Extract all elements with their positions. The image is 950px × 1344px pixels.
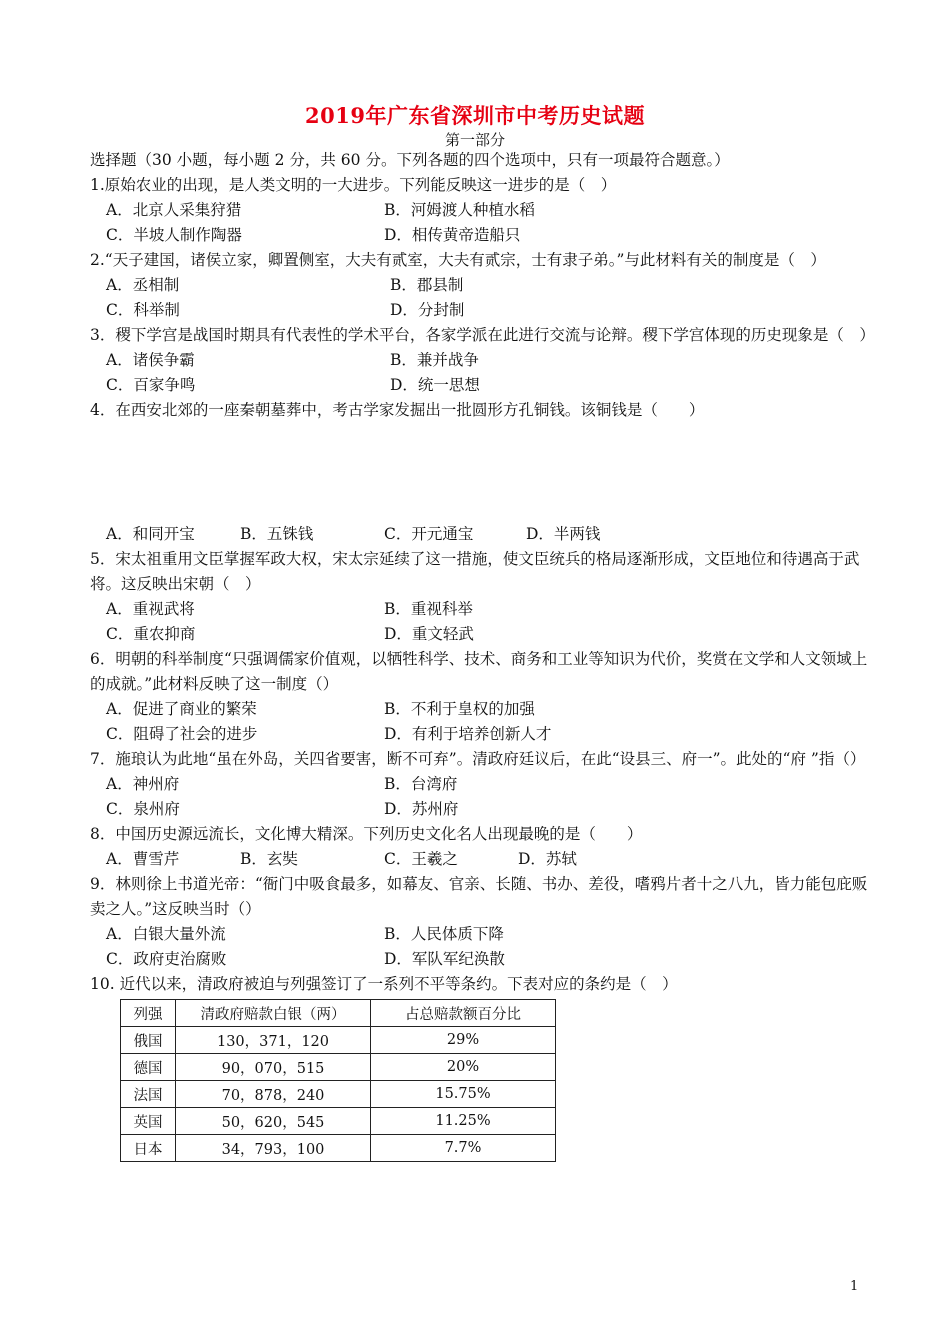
question-9-stem: 9．林则徐上书道光帝：“衙门中吸食最多，如幕友、官亲、长随、书办、差役，嗜鸦片者十之八九，皆力能包庇贩卖之人。”这反映当时（）: [90, 875, 868, 918]
question-7-options: [90, 772, 870, 797]
table-header: 清政府赔款白银（两）: [176, 1000, 371, 1027]
option-a: A．曹雪芹: [106, 850, 180, 868]
table-cell: 15.75%: [371, 1081, 556, 1108]
question-3-options: [90, 373, 870, 398]
table-cell: 日本: [121, 1135, 176, 1162]
option-a: A．丞相制: [106, 276, 180, 294]
table-cell: 俄国: [121, 1027, 176, 1054]
option-a: A．诸侯争霸: [106, 351, 195, 369]
question-2-options: [90, 273, 870, 298]
table-cell: 7.7%: [371, 1135, 556, 1162]
part-heading: 第一部分: [444, 131, 505, 149]
table-cell: 29%: [371, 1027, 556, 1054]
question-7-options: [90, 797, 870, 822]
option-b: B．五铢钱: [240, 525, 314, 543]
option-c: C．开元通宝: [384, 525, 474, 543]
indemnity-table: [120, 999, 556, 1162]
question-6-stem: 6．明朝的科举制度“只强调儒家价值观，以牺牲科学、技术、商务和工业等知识为代价，奖赏在文学和人文领域上的成就。”此材料反映了这一制度（）: [90, 650, 868, 693]
question-9-options: [90, 922, 870, 947]
question-2-options: [90, 298, 870, 323]
table-header: 列强: [121, 1000, 176, 1027]
table-header-row: [121, 1000, 556, 1027]
option-c: C．重农抑商: [106, 625, 196, 643]
table-cell: 法国: [121, 1081, 176, 1108]
option-b: B．兼并战争: [390, 351, 479, 369]
option-c: C．阻碍了社会的进步: [106, 725, 258, 743]
option-d: D．苏轼: [518, 850, 577, 868]
table-cell: 130，371，120: [176, 1027, 371, 1054]
option-b: B．郡县制: [390, 276, 464, 294]
option-d: D．苏州府: [384, 800, 459, 818]
table-cell: 德国: [121, 1054, 176, 1081]
table-row: [121, 1108, 556, 1135]
option-c: C．泉州府: [106, 800, 180, 818]
question-1-options: [90, 198, 870, 223]
table-cell: 20%: [371, 1054, 556, 1081]
question-3-stem: 3．稷下学宫是战国时期具有代表性的学术平台，各家学派在此进行交流与论辩。稷下学宫体现的历史现象是（ ）: [90, 326, 875, 344]
question-8-stem: 8．中国历史源远流长，文化博大精深。下列历史文化名人出现最晚的是（ ）: [90, 825, 643, 843]
page-title: 2019年广东省深圳市中考历史试题: [305, 103, 645, 128]
question-5-options: [90, 597, 870, 622]
question-1-stem: 1.原始农业的出现，是人类文明的一大进步。下列能反映这一进步的是（ ）: [90, 176, 617, 194]
question-list: [90, 148, 875, 1162]
table-row: [121, 1027, 556, 1054]
option-b: B．玄奘: [240, 850, 298, 868]
option-d: D．重文轻武: [384, 625, 474, 643]
option-a: A．和同开宝: [106, 525, 195, 543]
option-a: A．白银大量外流: [106, 925, 226, 943]
option-b: B．不利于皇权的加强: [384, 700, 535, 718]
option-d: D．有利于培养创新人才: [384, 725, 552, 743]
question-5-stem: 5．宋太祖重用文臣掌握军政大权，宋太宗延续了这一措施，使文臣统兵的格局逐渐形成，文臣地位和待遇高于武将。这反映出宋朝（ ）: [90, 550, 860, 593]
question-8-options: [90, 847, 870, 872]
table-row: [121, 1054, 556, 1081]
option-a: A．重视武将: [106, 600, 195, 618]
coin-image-area: [90, 423, 870, 522]
option-b: B．人民体质下降: [384, 925, 504, 943]
table-row: [121, 1135, 556, 1162]
option-a: A．北京人采集狩猎: [106, 201, 242, 219]
table-cell: 34，793，100: [176, 1135, 371, 1162]
option-c: C．百家争鸣: [106, 376, 196, 394]
question-9-options: [90, 947, 870, 972]
table-header: 占总赔款额百分比: [371, 1000, 556, 1027]
option-d: D．分封制: [390, 301, 465, 319]
option-b: B．台湾府: [384, 775, 458, 793]
question-2-stem: 2.“天子建国，诸侯立家，卿置侧室，大夫有贰室，大夫有贰宗，士有隶子弟。”与此材料有关的制度是（ ）: [90, 251, 826, 269]
option-b: B．河姆渡人种植水稻: [384, 201, 535, 219]
instructions: 选择题（30 小题，每小题 2 分，共 60 分。下列各题的四个选项中，只有一项最符合题意。）: [90, 151, 730, 169]
option-d: D．半两钱: [526, 525, 601, 543]
question-4-stem: 4．在西安北郊的一座秦朝墓葬中，考古学家发掘出一批圆形方孔铜钱。该铜钱是（ ）: [90, 401, 705, 419]
table-row: [121, 1081, 556, 1108]
table-cell: 90，070，515: [176, 1054, 371, 1081]
page-number: 1: [850, 1279, 859, 1294]
option-c: C．半坡人制作陶器: [106, 226, 242, 244]
option-d: D．军队军纪涣散: [384, 950, 505, 968]
question-1-options: [90, 223, 870, 248]
option-d: D．相传黄帝造船只: [384, 226, 521, 244]
question-6-options: [90, 697, 870, 722]
option-d: D．统一思想: [390, 376, 480, 394]
option-b: B．重视科举: [384, 600, 473, 618]
table-cell: 70，878，240: [176, 1081, 371, 1108]
table-cell: 英国: [121, 1108, 176, 1135]
question-3-options: [90, 348, 870, 373]
question-7-stem: 7．施琅认为此地“虽在外岛，关四省要害，断不可弃”。清政府廷议后，在此“设县三、府一”。此处的“府 ”指（）: [90, 750, 866, 768]
option-a: A．促进了商业的繁荣: [106, 700, 257, 718]
option-c: C．政府吏治腐败: [106, 950, 227, 968]
question-6-options: [90, 722, 870, 747]
question-4-options: [90, 522, 870, 547]
option-c: C．王羲之: [384, 850, 458, 868]
option-c: C．科举制: [106, 301, 180, 319]
option-a: A．神州府: [106, 775, 180, 793]
table-cell: 50，620，545: [176, 1108, 371, 1135]
table-cell: 11.25%: [371, 1108, 556, 1135]
question-5-options: [90, 622, 870, 647]
question-10-stem: 10. 近代以来，清政府被迫与列强签订了一系列不平等条约。下表对应的条约是（ ）: [90, 975, 678, 993]
